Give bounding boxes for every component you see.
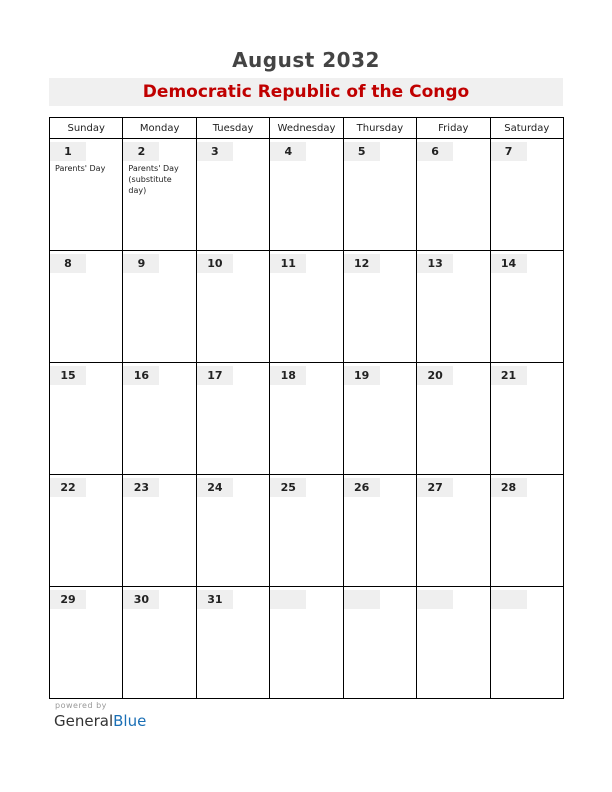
day-cell [270,475,343,587]
day-number: 30 [123,590,159,609]
day-cell [123,139,196,251]
day-cell [270,363,343,475]
brand-general: General [54,712,114,730]
calendar-grid [49,117,564,699]
day-number: 14 [491,254,527,273]
day-cell [490,251,563,363]
day-number [491,590,527,609]
day-cell [490,475,563,587]
week-row [50,139,564,251]
weekday-wednesday: Wednesday [270,118,343,139]
day-cell [417,363,490,475]
day-cell [123,587,196,699]
day-number: 11 [270,254,306,273]
day-number [417,590,453,609]
day-cell [417,251,490,363]
weekday-saturday: Saturday [490,118,563,139]
weekday-thursday: Thursday [343,118,416,139]
day-cell [490,363,563,475]
weekday-tuesday: Tuesday [196,118,269,139]
week-row [50,587,564,699]
week-row [50,475,564,587]
day-cell [196,251,269,363]
day-number [344,590,380,609]
week-row [50,363,564,475]
day-cell [490,139,563,251]
day-number: 28 [491,478,527,497]
day-cell [50,587,123,699]
page-title: August 2032 [232,48,380,72]
week-row [50,251,564,363]
day-cell [196,363,269,475]
day-number: 17 [197,366,233,385]
day-number: 16 [123,366,159,385]
day-number: 4 [270,142,306,161]
day-cell [343,251,416,363]
day-cell [490,587,563,699]
calendar-body [50,139,564,699]
day-number: 2 [123,142,159,161]
day-number: 26 [344,478,380,497]
weekday-monday: Monday [123,118,196,139]
day-number: 25 [270,478,306,497]
day-cell [50,139,123,251]
day-cell [50,475,123,587]
day-number: 9 [123,254,159,273]
day-cell [417,587,490,699]
day-number: 7 [491,142,527,161]
day-cell [417,139,490,251]
day-cell [343,475,416,587]
day-number: 20 [417,366,453,385]
holiday-label: Parents' Day [55,164,106,173]
day-number: 22 [50,478,86,497]
day-number: 19 [344,366,380,385]
day-cell [123,251,196,363]
day-number: 24 [197,478,233,497]
day-number: 1 [50,142,86,161]
weekday-header-row [50,118,564,139]
day-cell [343,587,416,699]
day-number: 5 [344,142,380,161]
day-cell [417,475,490,587]
brand-logo[interactable] [54,712,146,730]
weekday-sunday: Sunday [50,118,123,139]
day-cell [270,587,343,699]
brand-blue: Blue [113,712,147,730]
day-number: 15 [50,366,86,385]
day-number: 6 [417,142,453,161]
day-number: 31 [197,590,233,609]
day-cell [50,363,123,475]
day-cell [196,475,269,587]
day-cell [196,587,269,699]
powered-by-label: powered by [55,701,107,710]
day-cell [270,139,343,251]
day-number: 21 [491,366,527,385]
day-number: 27 [417,478,453,497]
day-number: 12 [344,254,380,273]
day-cell [270,251,343,363]
day-cell [196,139,269,251]
day-cell [50,251,123,363]
day-number: 23 [123,478,159,497]
day-cell [123,363,196,475]
day-number: 10 [197,254,233,273]
day-cell [123,475,196,587]
day-number: 29 [50,590,86,609]
country-title: Democratic Republic of the Congo [49,78,563,106]
day-cell [343,363,416,475]
day-number [270,590,306,609]
day-number: 13 [417,254,453,273]
day-number: 18 [270,366,306,385]
weekday-friday: Friday [417,118,490,139]
holiday-label: Parents' Day (substitute day) [128,164,179,195]
day-number: 3 [197,142,233,161]
day-cell [343,139,416,251]
day-number: 8 [50,254,86,273]
